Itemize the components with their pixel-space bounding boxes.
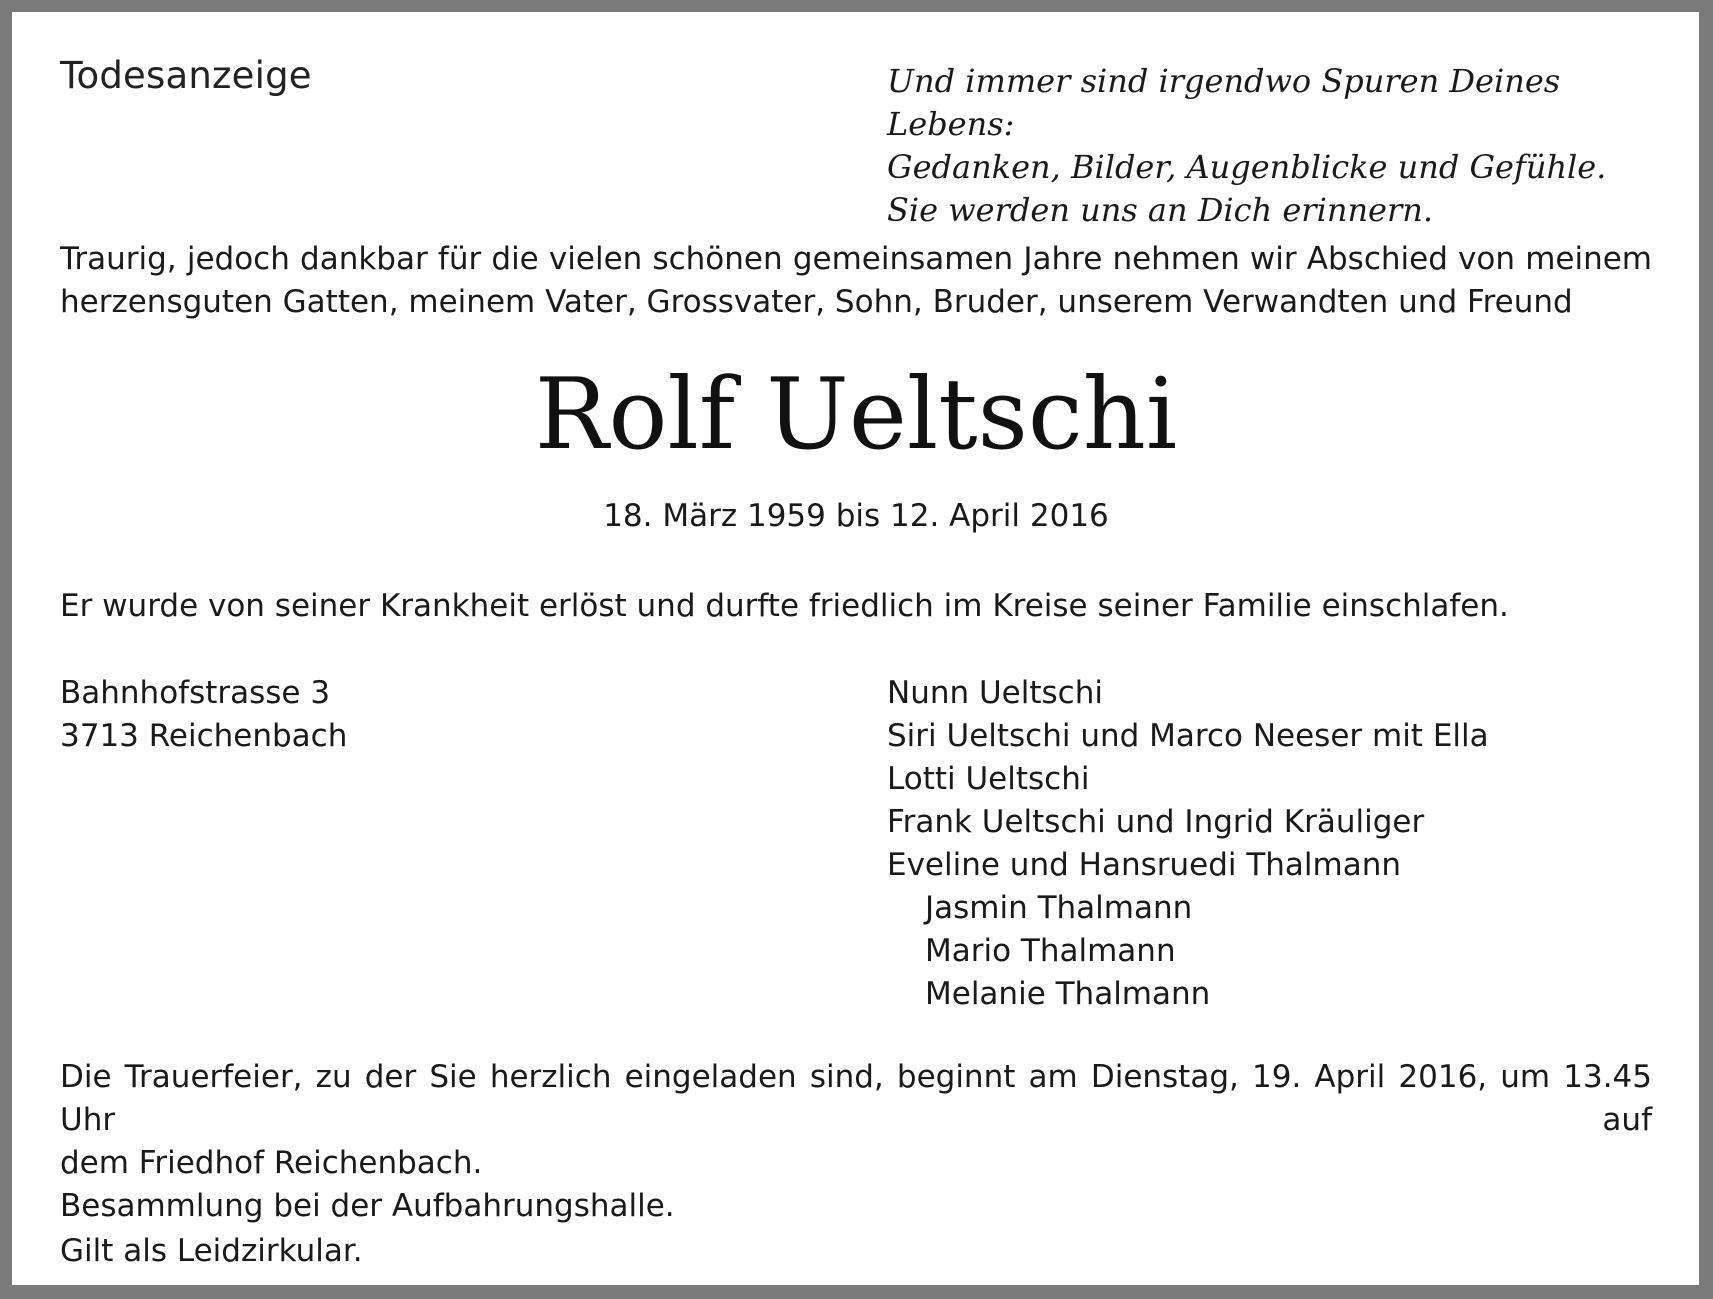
family-address <box>60 672 347 758</box>
mourner-entry-grandchild: Mario Thalmann <box>925 933 1176 969</box>
document-type-label: Todesanzeige <box>60 54 312 97</box>
address-city: 3713 Reichenbach <box>60 718 348 754</box>
mourner-entry-grandchild: Jasmin Thalmann <box>925 890 1193 926</box>
obituary-sheet <box>12 12 1699 1285</box>
motto-verse <box>887 60 1652 232</box>
mourner-entry: Eveline und Hansruedi Thalmann <box>887 847 1402 883</box>
deceased-name: Rolf Ueltschi <box>534 358 1178 472</box>
passing-statement: Er wurde von seiner Krankheit erlöst und durfte friedlich im Kreise seiner Familie einschlafen. <box>60 588 1509 624</box>
mourner-entry: Frank Ueltschi und Ingrid Kräuliger <box>887 804 1425 840</box>
motto-line: Sie werden uns an Dich erinnern. <box>887 191 1434 229</box>
circular-notice: Gilt als Leidzirkular. <box>60 1233 363 1269</box>
mourners-list <box>887 672 1489 1016</box>
mourner-entry: Siri Ueltschi und Marco Neeser mit Ella <box>887 718 1489 754</box>
mourner-entry: Nunn Ueltschi <box>887 675 1103 711</box>
funeral-ceremony-info <box>60 1056 1652 1228</box>
life-dates: 18. März 1959 bis 12. April 2016 <box>603 498 1109 534</box>
motto-line: Und immer sind irgendwo Spuren Deines Lebens: <box>887 62 1561 143</box>
intro-paragraph: Traurig, jedoch dankbar für die vielen schönen gemeinsamen Jahre nehmen wir Abschied von meinem herzensguten Gatten, meinem Vater, Grossvater, Sohn, Bruder, unserem Verwandten und Freund <box>60 241 1652 320</box>
ceremony-line: Die Trauerfeier, zu der Sie herzlich eingeladen sind, beginnt am Dienstag, 19. April 2016, um 13.45 Uhr auf <box>60 1059 1652 1138</box>
motto-line: Gedanken, Bilder, Augenblicke und Gefühle. <box>887 148 1607 186</box>
mourner-entry-grandchild: Melanie Thalmann <box>925 976 1211 1012</box>
obituary-content <box>60 12 1652 1285</box>
ceremony-line: dem Friedhof Reichenbach. <box>60 1145 483 1181</box>
address-street: Bahnhofstrasse 3 <box>60 675 331 711</box>
ceremony-line: Besammlung bei der Aufbahrungshalle. <box>60 1188 675 1224</box>
mourner-entry: Lotti Ueltschi <box>887 761 1090 797</box>
